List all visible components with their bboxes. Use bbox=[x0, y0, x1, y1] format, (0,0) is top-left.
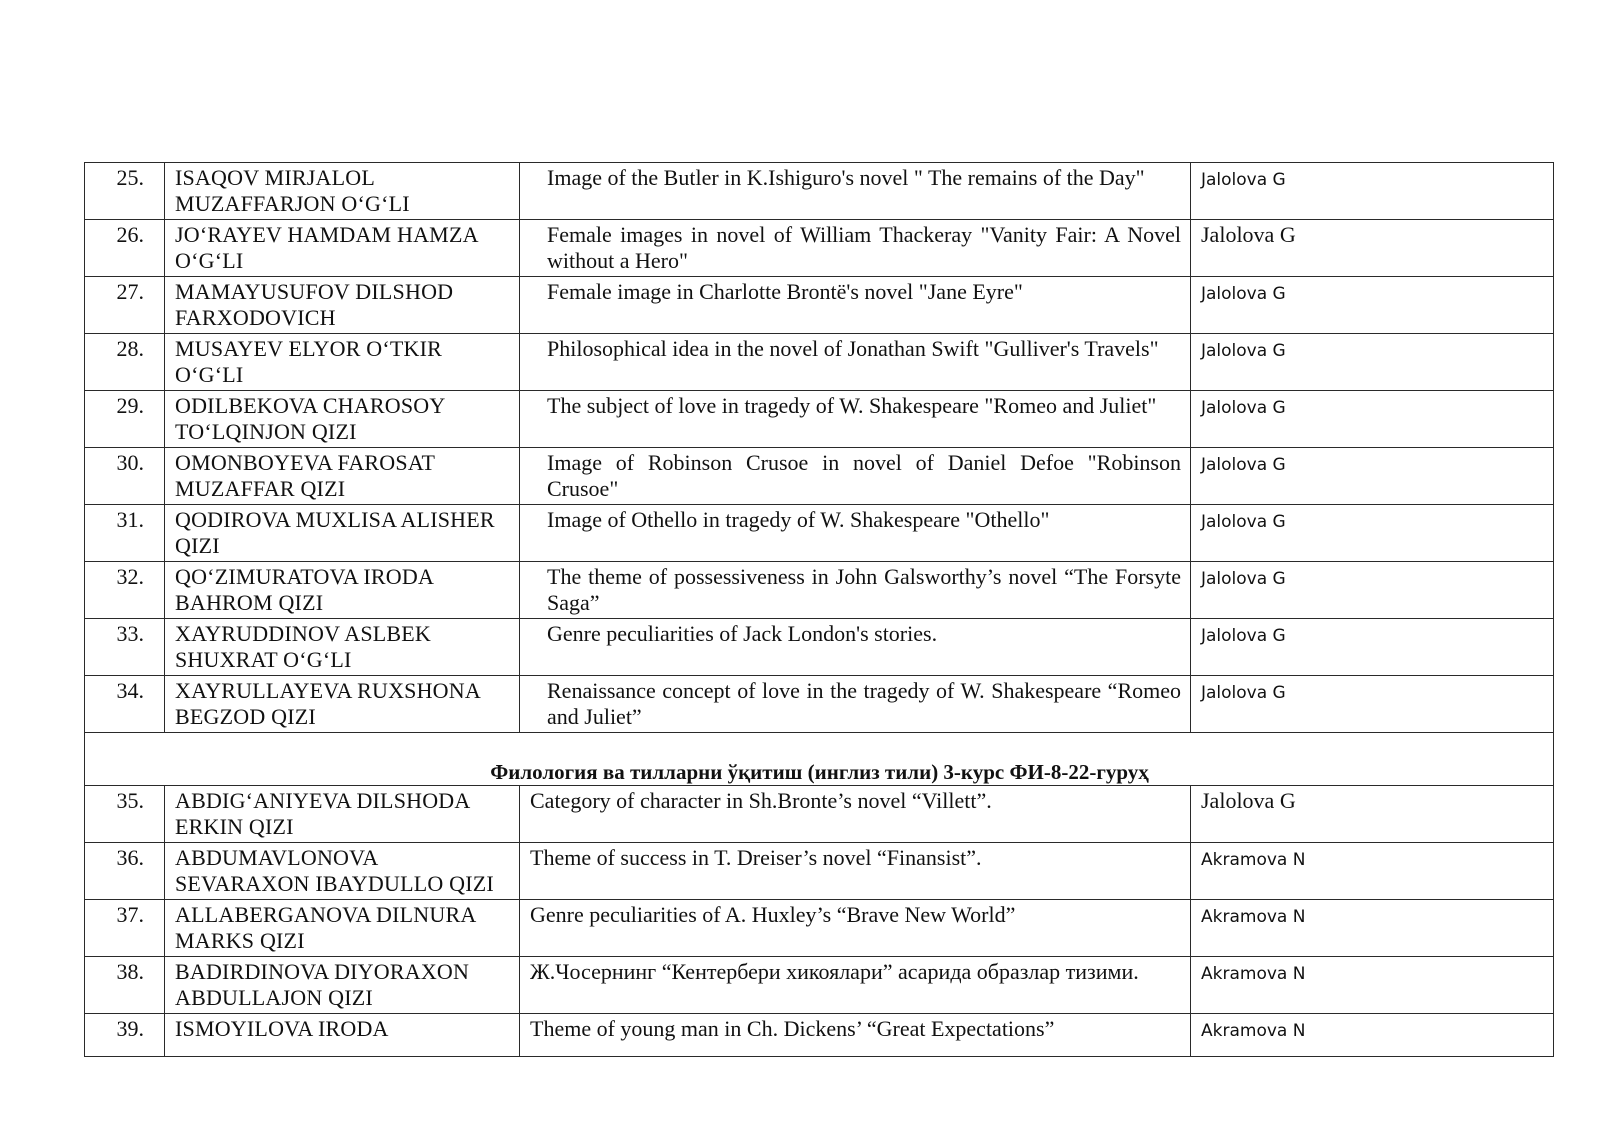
thesis-topic: Theme of success in T. Dreiser’s novel “Finansist”. bbox=[520, 843, 1191, 900]
row-number: 28. bbox=[85, 334, 165, 391]
supervisor-name: Jalolova G bbox=[1191, 562, 1554, 619]
student-name: ALLABERGANOVA DILNURA MARKS QIZI bbox=[165, 900, 520, 957]
table-row bbox=[85, 277, 1554, 334]
thesis-topic: Genre peculiarities of A. Huxley’s “Brave New World” bbox=[520, 900, 1191, 957]
supervisor-name: Jalolova G bbox=[1191, 163, 1554, 220]
table-row bbox=[85, 220, 1554, 277]
thesis-topic: Image of Robinson Crusoe in novel of Daniel Defoe "Robinson Crusoe" bbox=[520, 448, 1191, 505]
student-name: MUSAYEV ELYOR O‘TKIR O‘G‘LI bbox=[165, 334, 520, 391]
supervisor-name: Akramova N bbox=[1191, 900, 1554, 957]
student-name: BADIRDINOVA DIYORAXON ABDULLAJON QIZI bbox=[165, 957, 520, 1014]
table-row bbox=[85, 334, 1554, 391]
table-row bbox=[85, 957, 1554, 1014]
thesis-topic: Philosophical idea in the novel of Jonathan Swift "Gulliver's Travels" bbox=[520, 334, 1191, 391]
supervisor-name: Jalolova G bbox=[1191, 334, 1554, 391]
table-row bbox=[85, 786, 1554, 843]
row-number: 29. bbox=[85, 391, 165, 448]
supervisor-name: Akramova N bbox=[1191, 1014, 1554, 1057]
table-row bbox=[85, 900, 1554, 957]
thesis-topic: The subject of love in tragedy of W. Shakespeare "Romeo and Juliet" bbox=[520, 391, 1191, 448]
table-row bbox=[85, 843, 1554, 900]
table-row bbox=[85, 448, 1554, 505]
student-name: MAMAYUSUFOV DILSHOD FARXODOVICH bbox=[165, 277, 520, 334]
supervisor-name: Jalolova G bbox=[1191, 505, 1554, 562]
group-heading: Филология ва тилларни ўқитиш (инглиз тили) 3-курс ФИ-8-22-гуруҳ bbox=[85, 733, 1554, 786]
student-name: JO‘RAYEV HAMDAM HAMZA O‘G‘LI bbox=[165, 220, 520, 277]
thesis-topic: Genre peculiarities of Jack London's stories. bbox=[520, 619, 1191, 676]
student-name: ABDUMAVLONOVA SEVARAXON IBAYDULLO QIZI bbox=[165, 843, 520, 900]
row-number: 27. bbox=[85, 277, 165, 334]
table-row bbox=[85, 1014, 1554, 1057]
supervisor-name: Akramova N bbox=[1191, 843, 1554, 900]
row-number: 35. bbox=[85, 786, 165, 843]
table-row bbox=[85, 163, 1554, 220]
row-number: 37. bbox=[85, 900, 165, 957]
thesis-topic: Image of Othello in tragedy of W. Shakespeare "Othello" bbox=[520, 505, 1191, 562]
row-number: 36. bbox=[85, 843, 165, 900]
supervisor-name: Jalolova G bbox=[1191, 277, 1554, 334]
row-number: 31. bbox=[85, 505, 165, 562]
thesis-topic: Renaissance concept of love in the tragedy of W. Shakespeare “Romeo and Juliet” bbox=[520, 676, 1191, 733]
student-name: ISAQOV MIRJALOL MUZAFFARJON O‘G‘LI bbox=[165, 163, 520, 220]
row-number: 39. bbox=[85, 1014, 165, 1057]
row-number: 34. bbox=[85, 676, 165, 733]
thesis-topic: Female images in novel of William Thackeray "Vanity Fair: A Novel without a Hero" bbox=[520, 220, 1191, 277]
thesis-topic: Ж.Чосернинг “Кентербери хикоялари” асарида образлар тизими. bbox=[520, 957, 1191, 1014]
thesis-topic: Female image in Charlotte Brontë's novel "Jane Eyre" bbox=[520, 277, 1191, 334]
student-name: XAYRULLAYEVA RUXSHONA BEGZOD QIZI bbox=[165, 676, 520, 733]
row-number: 26. bbox=[85, 220, 165, 277]
supervisor-name: Jalolova G bbox=[1191, 676, 1554, 733]
topics-table-body bbox=[85, 163, 1554, 1057]
student-name: XAYRUDDINOV ASLBEK SHUXRAT O‘G‘LI bbox=[165, 619, 520, 676]
student-name: OMONBOYEVA FAROSAT MUZAFFAR QIZI bbox=[165, 448, 520, 505]
row-number: 25. bbox=[85, 163, 165, 220]
table-row bbox=[85, 619, 1554, 676]
supervisor-name: Akramova N bbox=[1191, 957, 1554, 1014]
row-number: 30. bbox=[85, 448, 165, 505]
row-number: 38. bbox=[85, 957, 165, 1014]
thesis-topic: Image of the Butler in K.Ishiguro's novel " The remains of the Day" bbox=[520, 163, 1191, 220]
table-row bbox=[85, 676, 1554, 733]
student-name: ISMOYILOVA IRODA bbox=[165, 1014, 520, 1057]
thesis-topic: Theme of young man in Ch. Dickens’ “Great Expectations” bbox=[520, 1014, 1191, 1057]
thesis-topic: The theme of possessiveness in John Galsworthy’s novel “The Forsyte Saga” bbox=[520, 562, 1191, 619]
student-name: QODIROVA MUXLISA ALISHER QIZI bbox=[165, 505, 520, 562]
thesis-topic: Category of character in Sh.Bronte’s novel “Villett”. bbox=[520, 786, 1191, 843]
table-row bbox=[85, 505, 1554, 562]
topics-table bbox=[84, 162, 1554, 1057]
table-row bbox=[85, 562, 1554, 619]
group-heading-row bbox=[85, 733, 1554, 786]
supervisor-name: Jalolova G bbox=[1191, 448, 1554, 505]
student-name: ABDIG‘ANIYEVA DILSHODA ERKIN QIZI bbox=[165, 786, 520, 843]
supervisor-name: Jalolova G bbox=[1191, 391, 1554, 448]
student-name: ODILBEKOVA CHAROSOY TO‘LQINJON QIZI bbox=[165, 391, 520, 448]
row-number: 32. bbox=[85, 562, 165, 619]
table-row bbox=[85, 391, 1554, 448]
supervisor-name: Jalolova G bbox=[1191, 786, 1554, 843]
supervisor-name: Jalolova G bbox=[1191, 220, 1554, 277]
row-number: 33. bbox=[85, 619, 165, 676]
student-name: QO‘ZIMURATOVA IRODA BAHROM QIZI bbox=[165, 562, 520, 619]
supervisor-name: Jalolova G bbox=[1191, 619, 1554, 676]
